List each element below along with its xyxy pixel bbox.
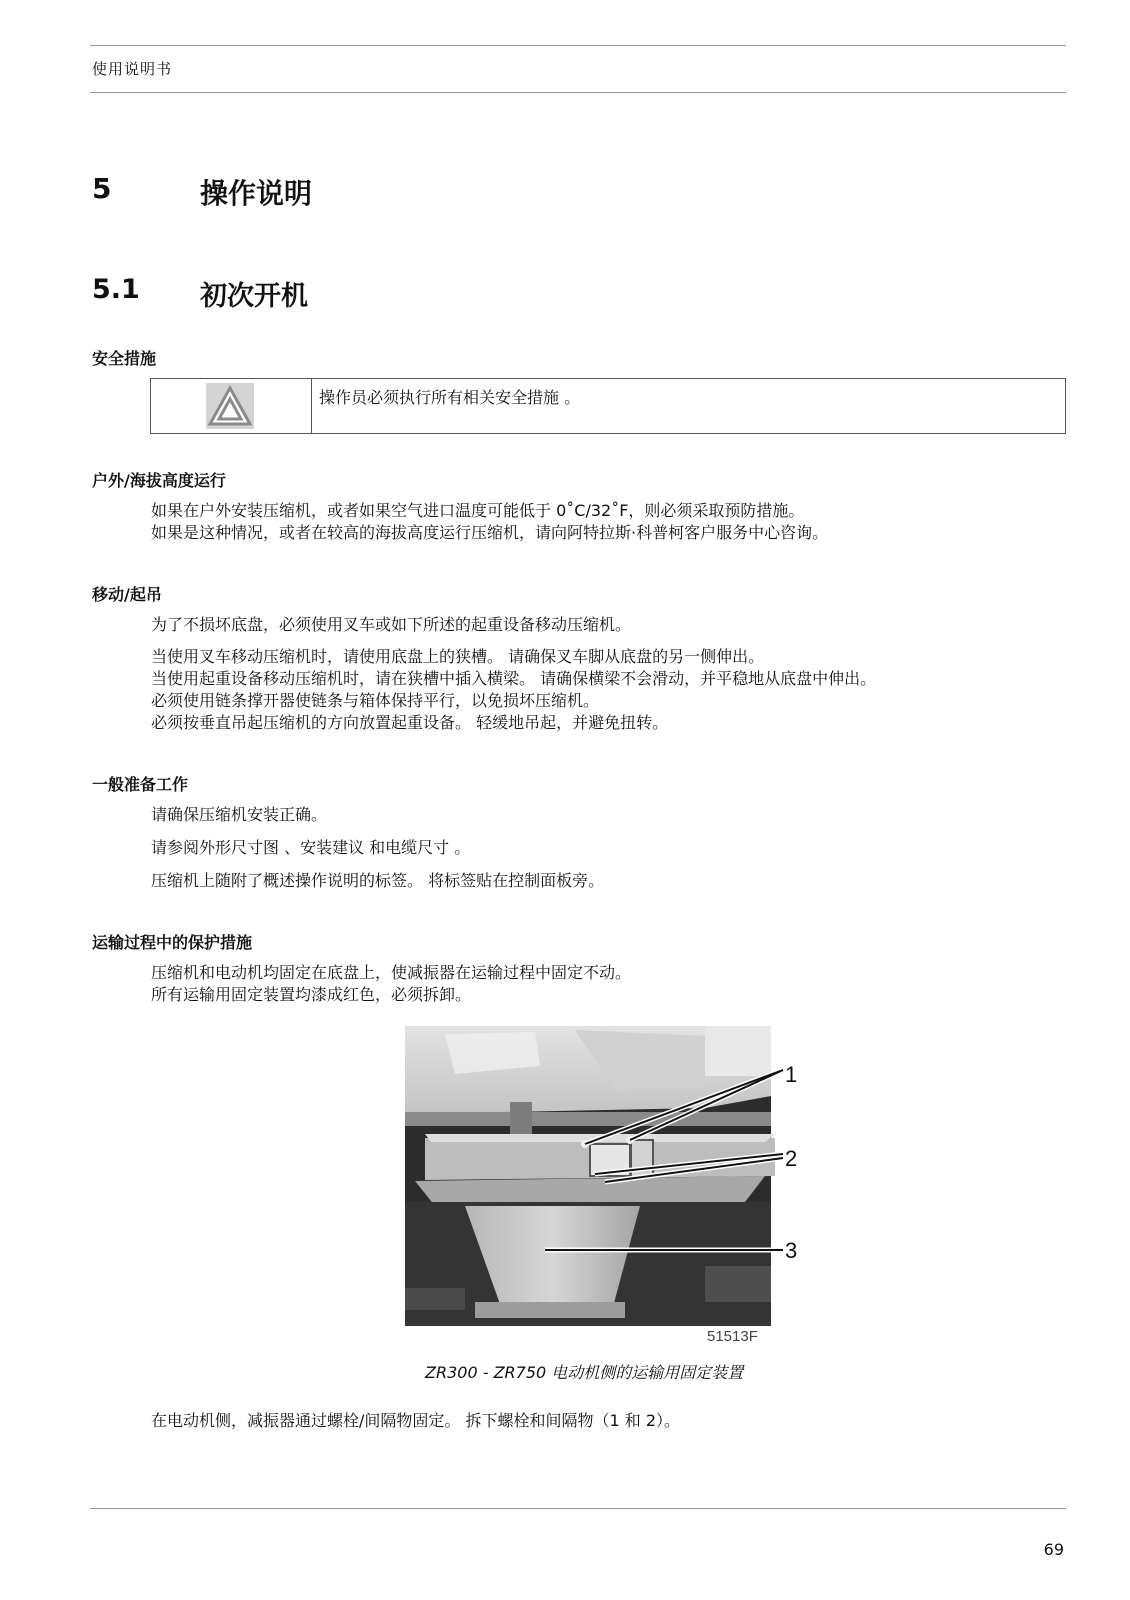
callout-2: 2 [785,1146,798,1171]
chapter-title: 操作说明 [200,177,313,210]
figure-caption: ZR300 - ZR750 电动机侧的运输用固定装置 [425,1363,744,1382]
section-number: 5.1 [92,274,140,305]
callout-1: 1 [785,1062,798,1087]
transport-line: 所有运输用固定装置均漆成红色，必须拆卸。 [151,985,472,1004]
outdoor-line: 如果是这种情况，或者在较高的海拔高度运行压缩机，请向阿特拉斯·科普柯客户服务中心咨询。 [151,523,829,542]
preparation-heading: 一般准备工作 [92,775,189,794]
section-title: 初次开机 [200,281,308,312]
lifting-line: 当使用起重设备移动压缩机时，请在狭槽中插入横梁。 请确保横梁不会滑动，并平稳地从底盘中伸出。 [151,669,877,688]
lifting-line: 当使用叉车移动压缩机时，请使用底盘上的狭槽。 请确保叉车脚从底盘的另一侧伸出。 [151,647,765,666]
lifting-paragraph [151,646,876,734]
header-rule-top [90,45,1066,46]
footer-rule [90,1508,1066,1509]
lifting-line: 必须使用链条撑开器使链条与箱体保持平行，以免损坏压缩机。 [151,691,600,710]
safety-note: 操作员必须执行所有相关安全措施 。 [319,388,581,407]
outdoor-line: 如果在户外安装压缩机，或者如果空气进口温度可能低于 0˚C/32˚F，则必须采取预防措施。 [151,501,805,520]
outdoor-paragraph [151,500,828,544]
transport-heading: 运输过程中的保护措施 [92,933,253,952]
safety-heading: 安全措施 [92,349,157,368]
warning-box-divider [311,379,312,433]
outdoor-heading: 户外/海拔高度运行 [92,471,226,490]
lifting-heading: 移动/起吊 [92,585,162,604]
image-code: 51513F [707,1328,758,1342]
warning-triangle-icon [206,383,254,429]
running-header: 使用说明书 [92,60,173,78]
transport-line: 压缩机和电动机均固定在底盘上，使减振器在运输过程中固定不动。 [151,963,632,982]
after-figure-text: 在电动机侧，减振器通过螺栓/间隔物固定。 拆下螺栓和间隔物（1 和 2）。 [151,1411,681,1430]
chapter-number: 5 [92,172,112,205]
preparation-item: 请参阅外形尺寸图 、安装建议 和电缆尺寸 。 [151,838,471,857]
transport-paragraph [151,962,631,1006]
header-rule-bottom [90,92,1066,93]
preparation-item: 请确保压缩机安装正确。 [151,805,328,824]
transport-fixture-photo [405,1026,825,1342]
lifting-intro: 为了不损坏底盘，必须使用叉车或如下所述的起重设备移动压缩机。 [151,615,632,634]
safety-warning-box [150,378,1066,434]
preparation-item: 压缩机上随附了概述操作说明的标签。 将标签贴在控制面板旁。 [151,871,605,890]
callout-3: 3 [785,1238,798,1263]
page-number: 69 [1043,1540,1064,1559]
lifting-line: 必须按垂直吊起压缩机的方向放置起重设备。 轻缓地吊起，并避免扭转。 [151,713,669,732]
